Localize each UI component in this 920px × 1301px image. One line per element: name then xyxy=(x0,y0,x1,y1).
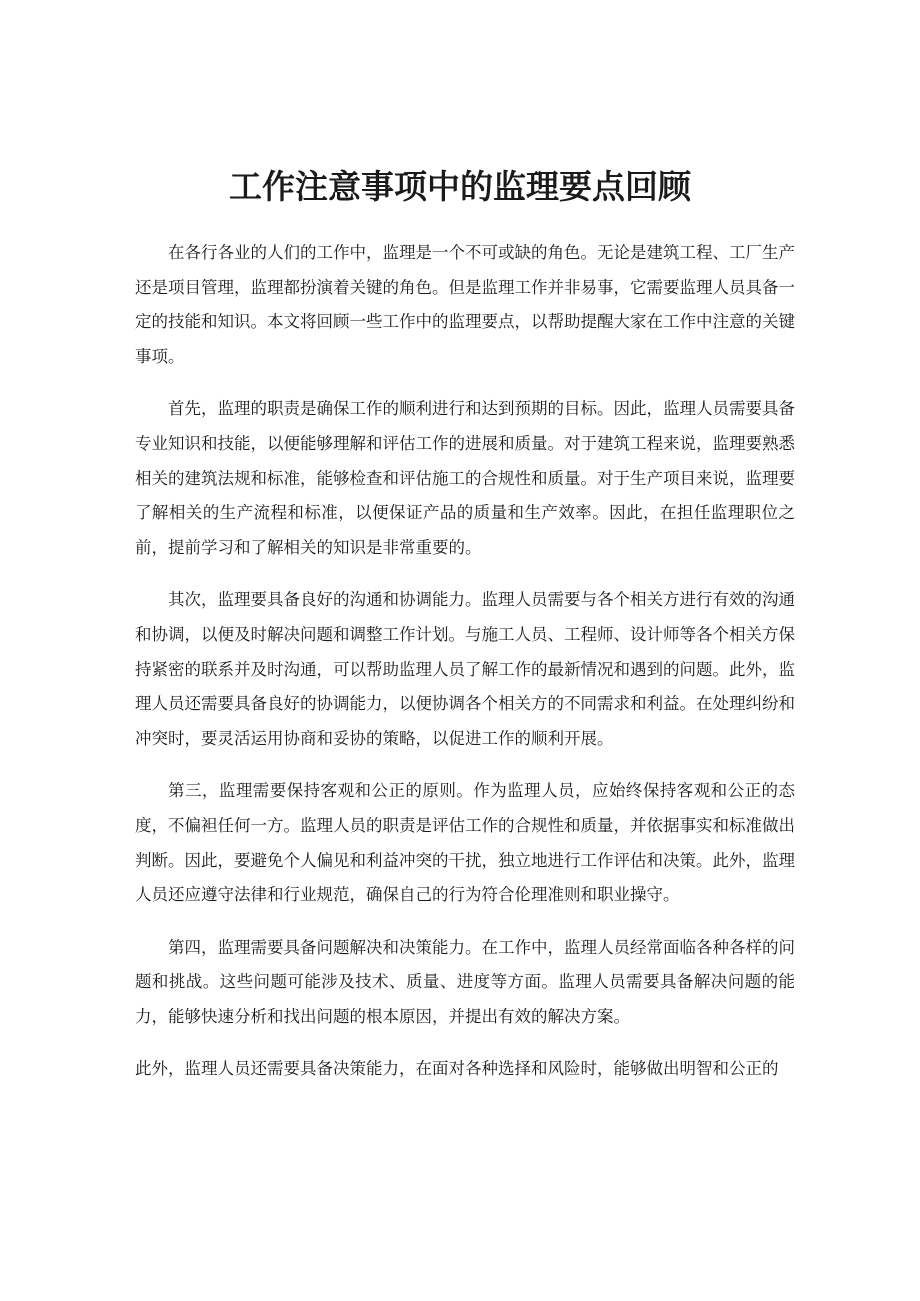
paragraph-intro: 在各行各业的人们的工作中，监理是一个不可或缺的角色。无论是建筑工程、工厂生产还是项目管理，监理都扮演着关键的角色。但是监理工作并非易事，它需要监理人员具备一定的技能和知识。本文将回顾一些工作中的监理要点，以帮助提醒大家在工作中注意的关键事项。 xyxy=(135,243,795,366)
document-title: 工作注意事项中的监理要点回顾 xyxy=(229,167,691,206)
paragraph-fourth-point: 第四，监理需要具备问题解决和决策能力。在工作中，监理人员经常面临各种各样的问题和挑战。这些问题可能涉及技术、质量、进度等方面。监理人员需要具备解决问题的能力，能够快速分析和找出问题的根本原因，并提出有效的解决方案。 xyxy=(135,937,795,1026)
document-body xyxy=(135,236,795,1105)
paragraph-second-point: 其次，监理要具备良好的沟通和协调能力。监理人员需要与各个相关方进行有效的沟通和协调，以便及时解决问题和调整工作计划。与施工人员、工程师、设计师等各个相关方保持紧密的联系并及时沟通，可以帮助监理人员了解工作的最新情况和遇到的问题。此外，监理人员还需要具备良好的协调能力，以便协调各个相关方的不同需求和利益。在处理纠纷和冲突时，要灵活运用协商和妥协的策略，以促进工作的顺利开展。 xyxy=(135,590,795,748)
paragraph-third-point: 第三，监理需要保持客观和公正的原则。作为监理人员，应始终保持客观和公正的态度，不偏袒任何一方。监理人员的职责是评估工作的合规性和质量，并依据事实和标准做出判断。因此，要避免个人偏见和利益冲突的干扰，独立地进行工作评估和决策。此外，监理人员还应遵守法律和行业规范，确保自己的行为符合伦理准则和职业操守。 xyxy=(135,781,795,905)
paragraph-first-point: 首先，监理的职责是确保工作的顺利进行和达到预期的目标。因此，监理人员需要具备专业知识和技能，以便能够理解和评估工作的进展和质量。对于建筑工程来说，监理要熟悉相关的建筑法规和标准，能够检查和评估施工的合规性和质量。对于生产项目来说，监理要了解相关的生产流程和标准，以便保证产品的质量和生产效率。因此，在担任监理职位之前，提前学习和了解相关的知识是非常重要的。 xyxy=(135,399,795,557)
paragraph-continuation: 此外，监理人员还需要具备决策能力，在面对各种选择和风险时，能够做出明智和公正的 xyxy=(135,1059,779,1079)
